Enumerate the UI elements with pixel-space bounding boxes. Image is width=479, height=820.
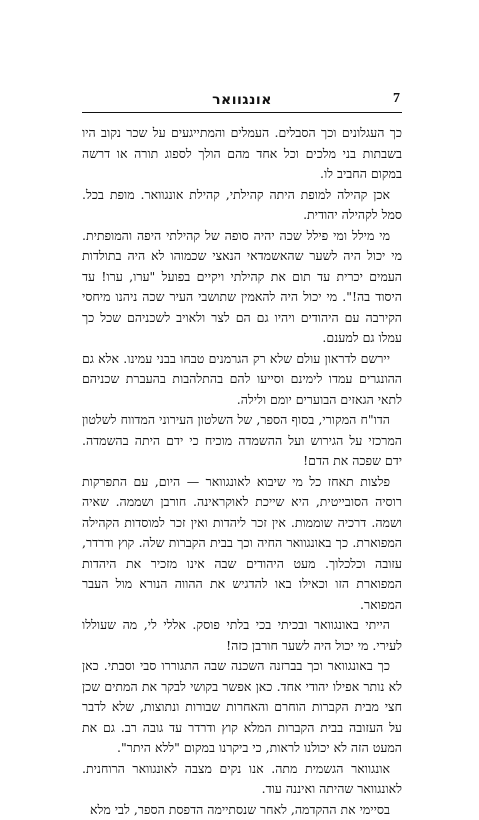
- paragraph-9: אונגוואר הגשמית מתה. אנו נקים מצבה לאונגוואר הרוחנית. לאונגוואר שהיתה ואיננה עוד.: [82, 759, 402, 800]
- paragraph-5: הדו"ח המקורי, בסוף הספר, של השלטון העירוני המדווח לשלטון המרכזי על הגירוש ועל ההשמדה מוכיח כי ידם היתה בהשמדה. ידם שפכה את הדם!: [82, 410, 402, 472]
- running-title: אונגוואר: [82, 92, 402, 108]
- paragraph-6: פלצות תאחז כל מי שיבוא לאונגוואר — היום, עם התפרקות רוסיה הסובייטית, היא שייכת לאוקראינה. חורבן ושממה. שאיה ושמה. דרכיה שוממות. אין זכר ליהדות ואין זכר למוסדות הקהילה המפוארת. כך באונגוואר החיה וכך בבית הקברות שלה. קוץ ודרדר, עזובה וכלכלוך. מעט היהודים שבה אינו מזכיר את היהדות המפוארת הזו וכאילו באו להדגיש את ההווה הנורא מול העבר המפואר.: [82, 472, 402, 616]
- paragraph-4: יירשם לדראון עולם שלא רק הגרמנים טבחו בבני עמינו. אלא גם ההונגרים עמדו לימינם וסייעו להם בהתלהבות בהעברת שכניהם לתאי הגאזים הבוערים יומם ולילה.: [82, 349, 402, 411]
- paragraph-1: כך העגלונים וכך הסבלים. העמלים והמתייגעים על שכר נקוב היו בשבתות בני מלכים וכל אחד מהם הולך לספוג תורה או דרשה במקום החביב לו.: [82, 123, 402, 185]
- paragraph-7: הייתי באונגוואר ובכיתי בכי בלתי פוסק. אללי לי, מה שעוללו לעירי. מי יכול היה לשער חורבן כזה!: [82, 615, 402, 656]
- paragraph-10: בסיימי את ההקדמה, לאחר שנסתיימה הדפסת הספר, לבי מלא: [82, 800, 402, 820]
- paragraph-8: כך באונגוואר וכך בברזנה השכנה שבה התגוררו סבי וסבתי. כאן לא נותר אפילו יהודי אחד. כאן אפשר בקושי לבקר את המתים שכן חצי מבית הקברות הוחרם והאחרות שבורות ונתוצות, שלא לדבר על העזובה בבית הקברות המלא קוץ ודרדר עד גובה רב. גם את המעט הזה לא יכולנו לראות, כי ביקרנו במקום "ללא היתר".: [82, 656, 402, 759]
- page-number: 7: [393, 91, 400, 107]
- paragraph-2: אכן קהילה למופת היתה קהילתי, קהילת אונגוואר. מופת בכל. סמל לקהילה יהודית.: [82, 185, 402, 226]
- page-header: [82, 92, 402, 113]
- body-text: [82, 123, 402, 820]
- paragraph-3: מי מילל ומי פילל שכה יהיה סופה של קהילתי היפה והמופתית. מי יכול היה לשער שהאשמדאי הנאצי שכמוהו לא היה בתולדות העמים יכרית עד תום את קהילתי ויקיים בפועל "ערו, ערו! עד היסוד בה!". מי יכול היה להאמין שתושבי העיר שכה ניהנו מיחסי הקירבה עם היהודים ויהיו גם הם לצר ולאויב לשכניהם שכל כך עמלו גם למענם.: [82, 226, 402, 349]
